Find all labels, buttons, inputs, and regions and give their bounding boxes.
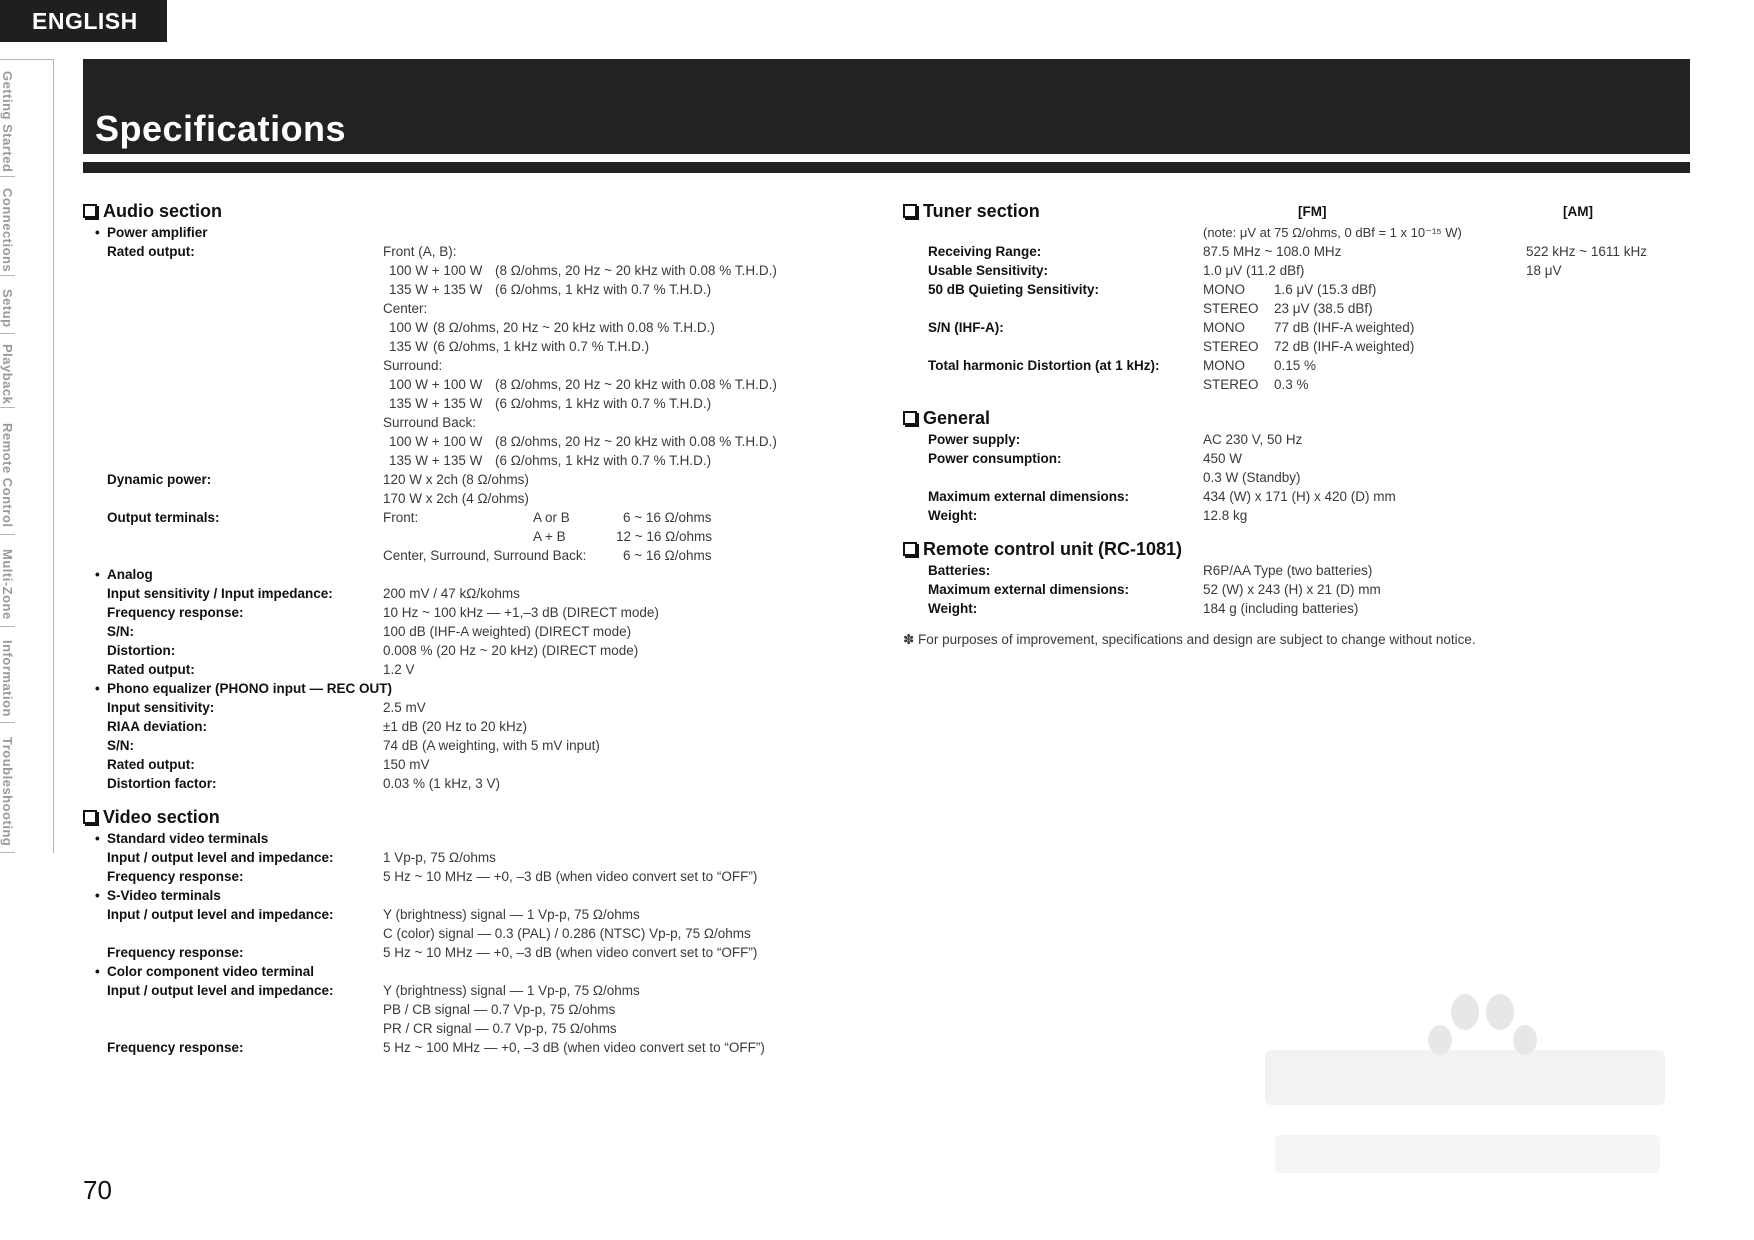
spec-value: A or B	[533, 510, 570, 525]
spec-value: 87.5 MHz ~ 108.0 MHz	[1203, 244, 1342, 259]
spec-value: 135 W + 135 W	[389, 453, 483, 468]
dynamic-power-label: Dynamic power:	[107, 472, 212, 487]
language-tab: ENGLISH	[0, 0, 167, 42]
spec-value: STEREO	[1203, 377, 1259, 392]
spec-label: Input / output level and impedance:	[107, 983, 334, 998]
side-tab-getting-started[interactable]: Getting Started	[0, 60, 15, 177]
spec-label: Power consumption:	[928, 451, 1062, 466]
checkbox-icon	[83, 810, 97, 824]
spec-label: Receiving Range:	[928, 244, 1042, 259]
spec-label: Frequency response:	[107, 869, 244, 884]
spec-value: 434 (W) x 171 (H) x 420 (D) mm	[1203, 489, 1396, 504]
spec-value: (8 Ω/ohms, 20 Hz ~ 20 kHz with 0.08 % T.H.D.)	[495, 377, 777, 392]
spec-value: 5 Hz ~ 10 MHz — +0, –3 dB (when video convert set to “OFF”)	[383, 945, 758, 960]
svideo-heading: S-Video terminals	[107, 888, 221, 903]
std-video-heading: Standard video terminals	[107, 831, 269, 846]
spec-value: 450 W	[1203, 451, 1243, 466]
bullet-icon: •	[95, 888, 100, 903]
spec-label: Frequency response:	[107, 605, 244, 620]
spec-value: (6 Ω/ohms, 1 kHz with 0.7 % T.H.D.)	[495, 453, 712, 468]
spec-label: RIAA deviation:	[107, 719, 208, 734]
spec-value: 5 Hz ~ 100 MHz — +0, –3 dB (when video convert set to “OFF”)	[383, 1040, 765, 1055]
spec-value: Center, Surround, Surround Back:	[383, 548, 587, 563]
side-tab-troubleshooting[interactable]: Troubleshooting	[0, 723, 15, 853]
checkbox-icon	[903, 204, 917, 218]
spec-label: Batteries:	[928, 563, 991, 578]
spec-label: Frequency response:	[107, 945, 244, 960]
spec-value: 0.008 % (20 Hz ~ 20 kHz) (DIRECT mode)	[383, 643, 639, 658]
fm-header: [FM]	[1298, 203, 1327, 219]
side-nav	[0, 59, 54, 853]
spec-value: 120 W x 2ch (8 Ω/ohms)	[383, 472, 529, 487]
spec-value: C (color) signal — 0.3 (PAL) / 0.286 (NTSC) Vp-p, 75 Ω/ohms	[383, 926, 751, 941]
spec-value: (8 Ω/ohms, 20 Hz ~ 20 kHz with 0.08 % T.H.D.)	[433, 320, 715, 335]
spec-value: 200 mV / 47 kΩ/kohms	[383, 586, 520, 601]
spec-label: Input / output level and impedance:	[107, 850, 334, 865]
am-header: [AM]	[1563, 203, 1593, 219]
output-terminals-label: Output terminals:	[107, 510, 220, 525]
left-column	[83, 195, 883, 1057]
spec-value: 184 g (including batteries)	[1203, 601, 1359, 616]
spec-value: MONO	[1203, 358, 1245, 373]
general-section-title: General	[903, 406, 1703, 430]
spec-label: Weight:	[928, 508, 978, 523]
front-label: Front (A, B):	[383, 244, 457, 259]
spec-value: 1 Vp-p, 75 Ω/ohms	[383, 850, 496, 865]
spec-value: 6 ~ 16 Ω/ohms	[623, 510, 712, 525]
side-tab-setup[interactable]: Setup	[0, 276, 15, 334]
spec-label: S/N:	[107, 624, 134, 639]
checkbox-icon	[903, 542, 917, 556]
center-label: Center:	[383, 301, 428, 316]
spec-value: 100 W + 100 W	[389, 434, 483, 449]
footnote: ✽ For purposes of improvement, specifications and design are subject to change without notice.	[903, 632, 1476, 647]
phono-heading: Phono equalizer (PHONO input — REC OUT)	[107, 681, 392, 696]
spec-label: Input / output level and impedance:	[107, 907, 334, 922]
tuner-section-title: Tuner section [FM] [AM]	[903, 199, 1703, 223]
spec-value: 170 W x 2ch (4 Ω/ohms)	[383, 491, 529, 506]
analog-heading: Analog	[107, 567, 153, 582]
video-section-title: Video section	[83, 805, 883, 829]
checkbox-icon	[903, 411, 917, 425]
header-rule	[83, 162, 1690, 173]
spec-value: 2.5 mV	[383, 700, 426, 715]
spec-value: (6 Ω/ohms, 1 kHz with 0.7 % T.H.D.)	[495, 396, 712, 411]
spec-value: 12.8 kg	[1203, 508, 1248, 523]
component-heading: Color component video terminal	[107, 964, 315, 979]
checkbox-icon	[83, 204, 97, 218]
spec-value: 135 W + 135 W	[389, 396, 483, 411]
spec-label: Input sensitivity / Input impedance:	[107, 586, 333, 601]
tuner-note: (note: μV at 75 Ω/ohms, 0 dBf = 1 x 10⁻¹⁵ W)	[1203, 225, 1462, 240]
spec-value: 18 μV	[1526, 263, 1562, 278]
spec-value: 74 dB (A weighting, with 5 mV input)	[383, 738, 600, 753]
spec-value: (8 Ω/ohms, 20 Hz ~ 20 kHz with 0.08 % T.H.D.)	[495, 434, 777, 449]
watermark-logo	[1255, 990, 1675, 1190]
bullet-icon: •	[95, 567, 100, 582]
spec-value: 6 ~ 16 Ω/ohms	[623, 548, 712, 563]
side-tab-multi-zone[interactable]: Multi-Zone	[0, 535, 15, 627]
spec-label: S/N:	[107, 738, 134, 753]
spec-label: Frequency response:	[107, 1040, 244, 1055]
spec-label: Distortion:	[107, 643, 176, 658]
power-amp-heading: Power amplifier	[107, 225, 208, 240]
surround-label: Surround:	[383, 358, 443, 373]
spec-value: 100 W	[389, 320, 429, 335]
surround-back-label: Surround Back:	[383, 415, 477, 430]
spec-value: MONO	[1203, 282, 1245, 297]
spec-value: 5 Hz ~ 10 MHz — +0, –3 dB (when video convert set to “OFF”)	[383, 869, 758, 884]
spec-value: 135 W	[389, 339, 429, 354]
spec-label: S/N (IHF-A):	[928, 320, 1004, 335]
page-title: Specifications	[95, 108, 347, 149]
spec-value: 522 kHz ~ 1611 kHz	[1526, 244, 1647, 259]
spec-label: Rated output:	[107, 662, 195, 677]
spec-value: Front:	[383, 510, 419, 525]
spec-value: MONO	[1203, 320, 1245, 335]
spec-value: 0.15 %	[1274, 358, 1317, 373]
spec-label: Total harmonic Distortion (at 1 kHz):	[928, 358, 1160, 373]
spec-label: Rated output:	[107, 757, 195, 772]
spec-value: Y (brightness) signal — 1 Vp-p, 75 Ω/ohms	[383, 983, 640, 998]
spec-value: 0.3 W (Standby)	[1203, 470, 1301, 485]
spec-value: STEREO	[1203, 339, 1259, 354]
side-tab-playback[interactable]: Playback	[0, 334, 15, 408]
spec-label: Maximum external dimensions:	[928, 582, 1130, 597]
side-tab-remote-control[interactable]: Remote Control	[0, 408, 15, 535]
spec-value: (6 Ω/ohms, 1 kHz with 0.7 % T.H.D.)	[433, 339, 650, 354]
bullet-icon: •	[95, 831, 100, 846]
side-tab-information[interactable]: Information	[0, 627, 15, 723]
right-column	[903, 195, 1703, 648]
spec-value: 100 W + 100 W	[389, 263, 483, 278]
remote-section-title: Remote control unit (RC-1081)	[903, 537, 1703, 561]
spec-value: PR / CR signal — 0.7 Vp-p, 75 Ω/ohms	[383, 1021, 617, 1036]
spec-label: Weight:	[928, 601, 978, 616]
spec-value: PB / CB signal — 0.7 Vp-p, 75 Ω/ohms	[383, 1002, 616, 1017]
spec-value: 150 mV	[383, 757, 430, 772]
side-tab-connections[interactable]: Connections	[0, 177, 15, 276]
bullet-icon: •	[95, 964, 100, 979]
spec-value: 100 dB (IHF-A weighted) (DIRECT mode)	[383, 624, 632, 639]
spec-value: 72 dB (IHF-A weighted)	[1274, 339, 1415, 354]
rated-output-label: Rated output:	[107, 244, 195, 259]
spec-value: 100 W + 100 W	[389, 377, 483, 392]
spec-value: ±1 dB (20 Hz to 20 kHz)	[383, 719, 527, 734]
spec-value: 135 W + 135 W	[389, 282, 483, 297]
spec-value: 1.6 μV (15.3 dBf)	[1274, 282, 1377, 297]
spec-value: 1.0 μV (11.2 dBf)	[1203, 263, 1305, 278]
spec-label: Distortion factor:	[107, 776, 217, 791]
spec-value: STEREO	[1203, 301, 1259, 316]
bullet-icon: •	[95, 681, 100, 696]
spec-label: Maximum external dimensions:	[928, 489, 1130, 504]
spec-value: 0.03 % (1 kHz, 3 V)	[383, 776, 501, 791]
spec-value: R6P/AA Type (two batteries)	[1203, 563, 1373, 578]
spec-value: (6 Ω/ohms, 1 kHz with 0.7 % T.H.D.)	[495, 282, 712, 297]
spec-value: 12 ~ 16 Ω/ohms	[616, 529, 713, 544]
spec-value: 77 dB (IHF-A weighted)	[1274, 320, 1415, 335]
spec-value: Y (brightness) signal — 1 Vp-p, 75 Ω/ohms	[383, 907, 640, 922]
spec-label: Usable Sensitivity:	[928, 263, 1049, 278]
spec-value: 0.3 %	[1274, 377, 1309, 392]
page-number: 70	[83, 1175, 112, 1205]
spec-label: Input sensitivity:	[107, 700, 215, 715]
spec-value: 23 μV (38.5 dBf)	[1274, 301, 1373, 316]
spec-value: A + B	[533, 529, 566, 544]
audio-section-title: Audio section	[83, 199, 883, 223]
spec-value: AC 230 V, 50 Hz	[1203, 432, 1303, 447]
spec-value: 10 Hz ~ 100 kHz — +1,–3 dB (DIRECT mode)	[383, 605, 659, 620]
spec-value: 52 (W) x 243 (H) x 21 (D) mm	[1203, 582, 1381, 597]
spec-label: Power supply:	[928, 432, 1021, 447]
spec-value: 1.2 V	[383, 662, 415, 677]
spec-label: 50 dB Quieting Sensitivity:	[928, 282, 1100, 297]
bullet-icon: •	[95, 225, 100, 240]
spec-value: (8 Ω/ohms, 20 Hz ~ 20 kHz with 0.08 % T.H.D.)	[495, 263, 777, 278]
